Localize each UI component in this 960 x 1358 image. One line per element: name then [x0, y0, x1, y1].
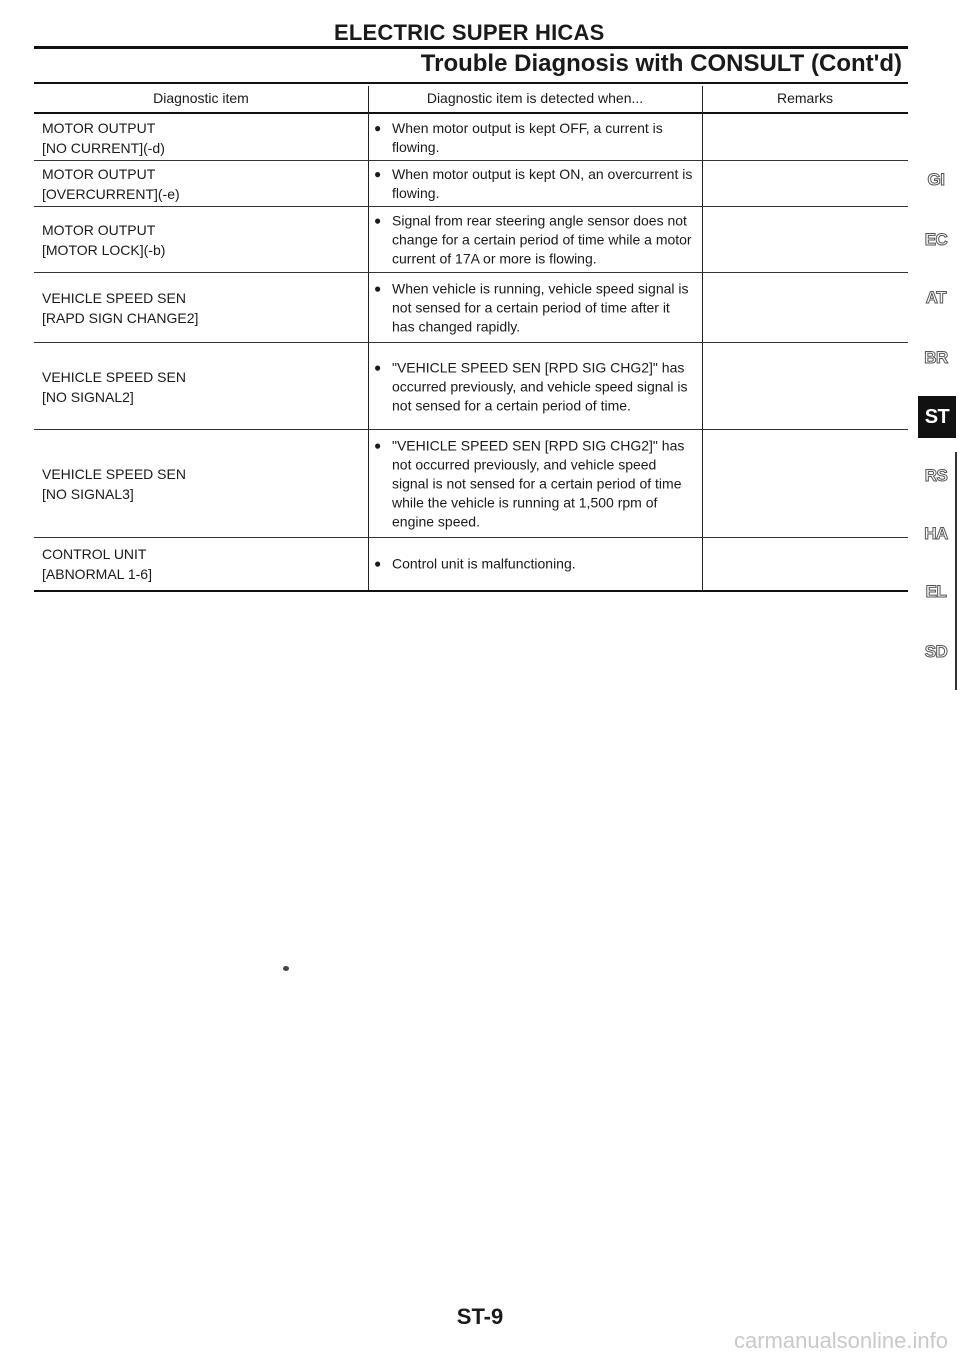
diagnostic-item-name: MOTOR OUTPUT	[42, 166, 156, 182]
table-row	[34, 114, 908, 161]
diagnostic-item-code: [OVERCURRENT](-e)	[42, 186, 180, 202]
condition-cell	[368, 212, 698, 269]
diagnostic-item-name: MOTOR OUTPUT	[42, 222, 156, 238]
condition-cell	[368, 555, 698, 574]
tab-rs[interactable]: RS	[924, 466, 948, 485]
condition-text: Control unit is malfunctioning.	[392, 555, 576, 572]
diagnostic-item-cell	[42, 288, 362, 328]
diagnostic-item-name: MOTOR OUTPUT	[42, 119, 156, 136]
tab-sd[interactable]: SD	[924, 642, 948, 661]
page-title: Trouble Diagnosis with CONSULT (Cont'd)	[420, 50, 902, 77]
bullet-icon: ●	[374, 556, 382, 571]
condition-cell	[368, 437, 698, 532]
tab-br[interactable]: BR	[924, 348, 948, 367]
title-rule	[34, 46, 908, 49]
condition-cell	[368, 358, 698, 415]
column-header-detected-when: Diagnostic item is detected when...	[426, 90, 644, 106]
condition-cell	[368, 119, 698, 157]
diagnostic-item-cell	[42, 118, 362, 158]
table-top-rule	[34, 82, 908, 84]
column-header-remarks: Remarks	[776, 90, 833, 106]
diagnostic-item-name: VEHICLE SPEED SEN	[42, 368, 186, 385]
tab-gi[interactable]: GI	[927, 170, 945, 189]
table-row	[34, 161, 908, 207]
bullet-icon: ●	[374, 360, 382, 374]
diagnostic-item-code: [MOTOR LOCK](-b)	[42, 242, 166, 258]
section-title: ELECTRIC SUPER HICAS	[334, 20, 605, 45]
table-row	[34, 207, 908, 273]
diagnostic-item-cell	[42, 220, 362, 260]
condition-cell	[368, 280, 698, 337]
diagnostic-item-code: [NO SIGNAL3]	[42, 486, 134, 502]
diagnostic-item-code: [ABNORMAL 1-6]	[42, 566, 152, 582]
condition-text: "VEHICLE SPEED SEN [RPD SIG CHG2]" has not occurred previously, and vehicle speed signal is not sensed for a certain period of time while the vehicle is running at 1,500 rpm of engine speed.	[392, 437, 685, 530]
condition-cell	[368, 165, 698, 203]
bullet-icon: ●	[374, 281, 382, 296]
diagnostic-item-cell	[42, 367, 362, 407]
tab-at[interactable]: AT	[925, 288, 947, 307]
condition-text: When motor output is kept ON, an overcurrent is flowing.	[392, 166, 693, 201]
diagnostic-item-code: [NO CURRENT](-d)	[42, 139, 165, 156]
tab-ha[interactable]: HA	[924, 524, 948, 543]
bullet-icon: ●	[374, 167, 382, 181]
column-header-diagnostic-item: Diagnostic item	[153, 90, 249, 106]
page-number: ST-9	[456, 1304, 504, 1329]
bullet-icon: ●	[374, 120, 382, 135]
watermark: carmanualsonline.info	[733, 1328, 948, 1353]
table-row	[34, 273, 908, 343]
tab-el[interactable]: EL	[925, 582, 947, 601]
condition-text: When motor output is kept OFF, a current is flowing.	[392, 119, 663, 155]
table-row	[34, 430, 908, 538]
bullet-icon: ●	[374, 438, 382, 453]
table-header	[34, 88, 908, 112]
page-edge-line	[955, 452, 957, 690]
diagnostic-item-cell	[42, 544, 362, 584]
condition-text: When vehicle is running, vehicle speed signal is not sensed for a certain period of time after it has changed rapidly.	[392, 280, 689, 335]
diagnostic-item-cell	[42, 164, 362, 204]
table-row	[34, 538, 908, 590]
diagnostic-item-name: VEHICLE SPEED SEN	[42, 290, 186, 306]
scan-speck	[283, 966, 289, 971]
bullet-icon: ●	[374, 213, 382, 228]
diagnostic-item-code: [RAPD SIGN CHANGE2]	[42, 310, 199, 326]
diagnostic-item-name: CONTROL UNIT	[42, 546, 147, 562]
condition-text: Signal from rear steering angle sensor does not change for a certain period of time while a motor current of 17A or more is flowing.	[392, 212, 692, 267]
table-row	[34, 343, 908, 430]
condition-text: "VEHICLE SPEED SEN [RPD SIG CHG2]" has occurred previously, and vehicle speed signal is not sensed for a certain period of time.	[392, 359, 688, 413]
tab-ec[interactable]: EC	[924, 230, 948, 249]
diagnostic-item-code: [NO SIGNAL2]	[42, 388, 134, 405]
diagnostic-item-cell	[42, 464, 362, 504]
tab-st-active[interactable]: ST	[918, 396, 956, 438]
diagnostic-item-name: VEHICLE SPEED SEN	[42, 466, 186, 482]
table-bottom-rule	[34, 590, 908, 592]
